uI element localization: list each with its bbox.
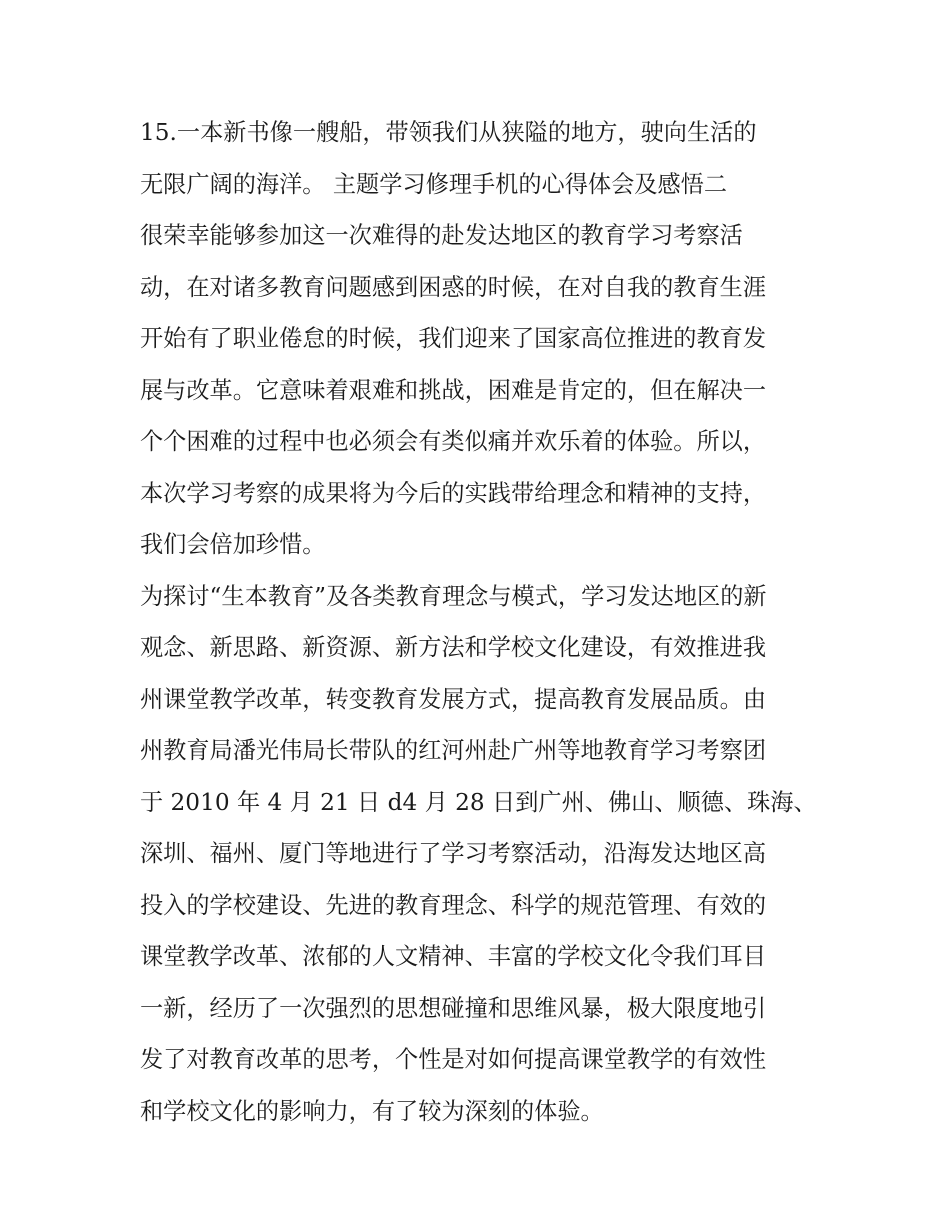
text-line-15: 深圳、福州、厦门等地进行了学习考察活动，沿海发达地区高 xyxy=(140,840,767,867)
text-line-11: 观念、新思路、新资源、新方法和学校文化建设，有效推进我 xyxy=(140,634,767,661)
text-line-6: 展与改革。它意味着艰难和挑战，困难是肯定的，但在解决一 xyxy=(140,376,767,404)
text-line-5: 开始有了职业倦怠的时候，我们迎来了国家高位推进的教育发 xyxy=(140,325,767,352)
text-line-9: 我们会倍加珍惜。 xyxy=(140,531,326,558)
text-line-17: 课堂教学改革、浓郁的人文精神、丰富的学校文化令我们耳目 xyxy=(140,943,767,970)
text-line-18: 一新，经历了一次强烈的思想碰撞和思维风暴，极大限度地引 xyxy=(140,994,767,1022)
text-line-20: 和学校文化的影响力，有了较为深刻的体验。 xyxy=(140,1097,604,1125)
text-line-7: 个个困难的过程中也必须会有类似痛并欢乐着的体验。所以， xyxy=(140,428,767,455)
text-line-14: 于 2010 年 4 月 21 日 d4 月 28 日到广州、佛山、顺德、珠海、 xyxy=(140,788,817,816)
body-text xyxy=(140,107,830,1137)
text-line-8: 本次学习考察的成果将为今后的实践带给理念和精神的支持， xyxy=(140,479,767,507)
text-line-1: 15.一本新书像一艘船，带领我们从狭隘的地方，驶向生活的 xyxy=(140,119,757,146)
text-line-13: 州教育局潘光伟局长带队的红河州赴广州等地教育学习考察团 xyxy=(140,737,767,764)
text-line-16: 投入的学校建设、先进的教育理念、科学的规范管理、有效的 xyxy=(140,891,767,919)
text-line-10: 为探讨“生本教育”及各类教育理念与模式，学习发达地区的新 xyxy=(140,582,767,610)
text-line-19: 发了对教育改革的思考，个性是对如何提高课堂教学的有效性 xyxy=(140,1046,767,1073)
text-line-4: 动，在对诸多教育问题感到困惑的时候，在对自我的教育生涯 xyxy=(140,273,767,301)
text-line-3: 很荣幸能够参加这一次难得的赴发达地区的教育学习考察活 xyxy=(140,222,743,249)
text-line-2: 无限广阔的海洋。 主题学习修理手机的心得体会及感悟二 xyxy=(140,170,728,198)
text-line-12: 州课堂教学改革，转变教育发展方式，提高教育发展品质。由 xyxy=(140,685,767,713)
